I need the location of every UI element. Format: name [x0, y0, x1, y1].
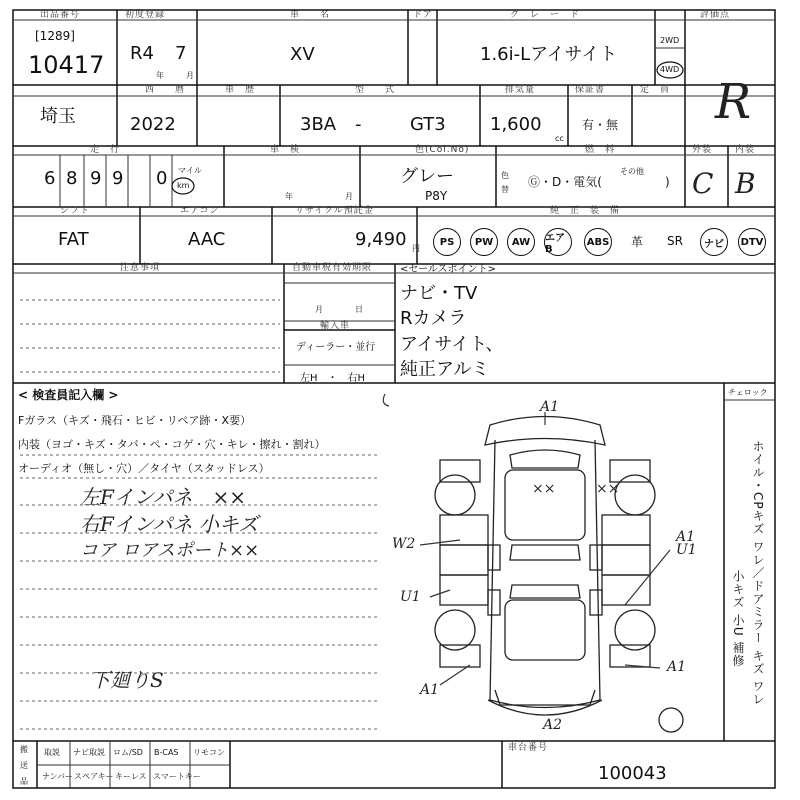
hist-label: 車 歴 [225, 85, 256, 95]
model-code: GT3 [410, 114, 446, 135]
exterior-label: 外装 [692, 145, 713, 155]
shift: FAT [58, 229, 89, 250]
inspector-line-3: オーディオ（無し・穴）／タイヤ（スタッドレス） [18, 462, 270, 475]
exterior-grade: C [692, 167, 714, 200]
color-label: 色(Col.No) [415, 145, 470, 155]
score-label: 評価点 [700, 10, 731, 20]
equip-airbag: エアB [544, 228, 572, 256]
mileage-unit-km: km [177, 181, 190, 190]
interior-grade: B [735, 167, 756, 200]
car-diagram [435, 417, 683, 733]
delivery-side-2: 送 [20, 761, 28, 770]
year-unit: 年 [156, 71, 164, 80]
model-prefix: 3BA [300, 114, 337, 135]
inspector-label: < 検査員記入欄 > [18, 388, 119, 402]
mileage-label: 走 行 [90, 145, 121, 155]
recycle-label: リサイクル預託金 [295, 206, 374, 216]
ac: AAC [188, 229, 226, 250]
month-unit: 月 [186, 71, 194, 80]
delivery-item-bcas: B-CAS [154, 748, 179, 757]
displacement-label: 排気量 [505, 85, 536, 95]
grade: 1.6i-Lアイサイト [480, 44, 618, 65]
handwritten-note-2: 右Fインパネ 小キズ [80, 512, 259, 536]
notes-label: 注意事項 [120, 263, 161, 273]
mark-left-door: W2 [392, 536, 416, 552]
import-type: ディーラー・並行 [296, 342, 376, 353]
handwritten-note-1: 左Fインパネ ×× [80, 485, 246, 509]
first-reg-era: R4 [130, 43, 154, 64]
handle: 左H ・ 右H [300, 373, 366, 384]
handwritten-note-3: コア ロアスポート×× [80, 540, 260, 561]
period-label: 自動車税有効期限 [292, 263, 373, 273]
interior-label: 内装 [735, 145, 756, 155]
mark-right-fender: ×× [596, 481, 620, 497]
color-label-gae: 替 [501, 185, 509, 194]
equip-abs: ABS [584, 228, 612, 256]
mileage-digit-1: 6 [44, 168, 56, 189]
year-label: 西 暦 [145, 85, 186, 95]
car-name-label: 車 名 [290, 10, 331, 20]
equip-leather: 革 [630, 234, 643, 249]
region: 埼玉 [40, 106, 76, 127]
door-label: ドア [413, 10, 433, 20]
lot-no-label: 出品番号 [40, 10, 81, 20]
inspection-label: 車 検 [270, 145, 301, 155]
delivery-item-keyless: キーレス [115, 772, 147, 781]
color-code: P8Y [425, 189, 448, 203]
inspection-month: 月 [345, 192, 353, 201]
equip-ps: PS [433, 228, 461, 256]
drive-2wd: 2WD [660, 36, 680, 45]
delivery-item-number: ナンバー [42, 772, 74, 781]
first-reg-month: 7 [175, 43, 187, 64]
sales-point-4: 純正アルミ [400, 359, 490, 380]
mark-left-rear-door: U1 [400, 589, 421, 605]
score: R [715, 74, 752, 130]
mark-front-bumper: A1 [540, 399, 560, 415]
mileage-digit-2: 8 [66, 168, 78, 189]
delivery-item-spare-key: スペアキー [74, 772, 114, 781]
mileage-digit-4: 9 [112, 168, 124, 189]
sales-point-3: アイサイト、 [400, 334, 504, 355]
mileage-unit-mile: マイル [178, 166, 202, 175]
mark-rear-bumper: A2 [543, 717, 563, 733]
mark-hood: ×× [532, 481, 556, 497]
recycle-value: 9,490 [355, 229, 407, 250]
ac-label: エアコン [180, 206, 220, 216]
mileage-digit-5: 0 [156, 168, 168, 189]
mileage-digit-3: 9 [90, 168, 102, 189]
inspector-line-2: 内装（ヨゴ・キズ・タバ・ペ・コゲ・穴・キレ・擦れ・割れ） [18, 438, 326, 451]
first-reg-label: 初度登録 [125, 10, 166, 20]
fuel-other: その他 [620, 167, 644, 176]
period-day: 日 [355, 305, 363, 314]
import-label: 輸入車 [320, 321, 351, 331]
handwritten-note-4: 下廻りS [90, 668, 164, 692]
period-month: 月 [315, 305, 323, 314]
equip-pw: PW [470, 228, 498, 256]
equip-dtv: DTV [738, 228, 766, 256]
drive-4wd: 4WD [660, 65, 680, 74]
warranty: 有・無 [582, 118, 619, 132]
mark-right-door: U1 [676, 542, 697, 558]
displacement-unit: cc [555, 134, 564, 143]
delivery-item-navi-manual: ナビ取説 [73, 748, 105, 757]
inspector-line-1: Fガラス（キズ・飛石・ヒビ・リペア跡・X要） [18, 414, 252, 427]
mark-left-quarter: A1 [420, 682, 440, 698]
color-label-iro: 色 [501, 171, 509, 180]
lot-bracket: [1289] [35, 29, 75, 43]
delivery-side-1: 搬 [20, 745, 28, 754]
delivery-side-3: 品 [20, 777, 28, 786]
chassis-label: 車台番号 [508, 743, 549, 753]
delivery-item-manual: 取説 [44, 748, 60, 757]
inspection-year: 年 [285, 192, 293, 201]
tarorokku-label: チェロック [728, 388, 768, 397]
equip-aw: AW [507, 228, 535, 256]
chassis-number: 100043 [598, 763, 667, 784]
grade-label: グ レ ー ド [510, 10, 581, 20]
displacement: 1,600 [490, 114, 542, 135]
mark-right-sill: A1 [676, 529, 696, 545]
mark-right-quarter: A1 [667, 659, 687, 675]
equip-sr: SR [667, 234, 683, 248]
model-label: 型 式 [355, 85, 396, 95]
sales-point-2: Rカメラ [400, 308, 467, 329]
sales-label: <セールスポイント> [400, 264, 496, 275]
delivery-item-remote: リモコン [193, 748, 225, 757]
year: 2022 [130, 114, 176, 135]
delivery-item-rom: ロム/SD [113, 748, 143, 757]
fuel-label: 燃 料 [585, 145, 616, 155]
car-name: XV [290, 44, 315, 65]
model-dash: - [355, 114, 362, 135]
lot-number: 10417 [28, 51, 105, 79]
capacity-label: 定 員 [640, 85, 671, 95]
delivery-item-smart-key: スマートキー [153, 772, 201, 781]
shift-label: シフト [60, 206, 91, 216]
vertical-note-1: ホイル・CPキズ ワレ／ドアミラー キズ ワレ [751, 440, 765, 707]
sales-point-1: ナビ・TV [400, 283, 478, 304]
warranty-label: 保証書 [575, 85, 606, 95]
fuel-close: ) [665, 175, 670, 189]
fuel-options: Ⓖ・D・電気( [528, 175, 602, 189]
equip-navi: ナビ [700, 228, 728, 256]
color-name: グレー [400, 166, 454, 187]
equipment-label: 純 正 装 備 [550, 206, 621, 216]
recycle-unit: 円 [412, 244, 420, 253]
vertical-note-2: 小キズ 小U 補修 [731, 570, 745, 668]
